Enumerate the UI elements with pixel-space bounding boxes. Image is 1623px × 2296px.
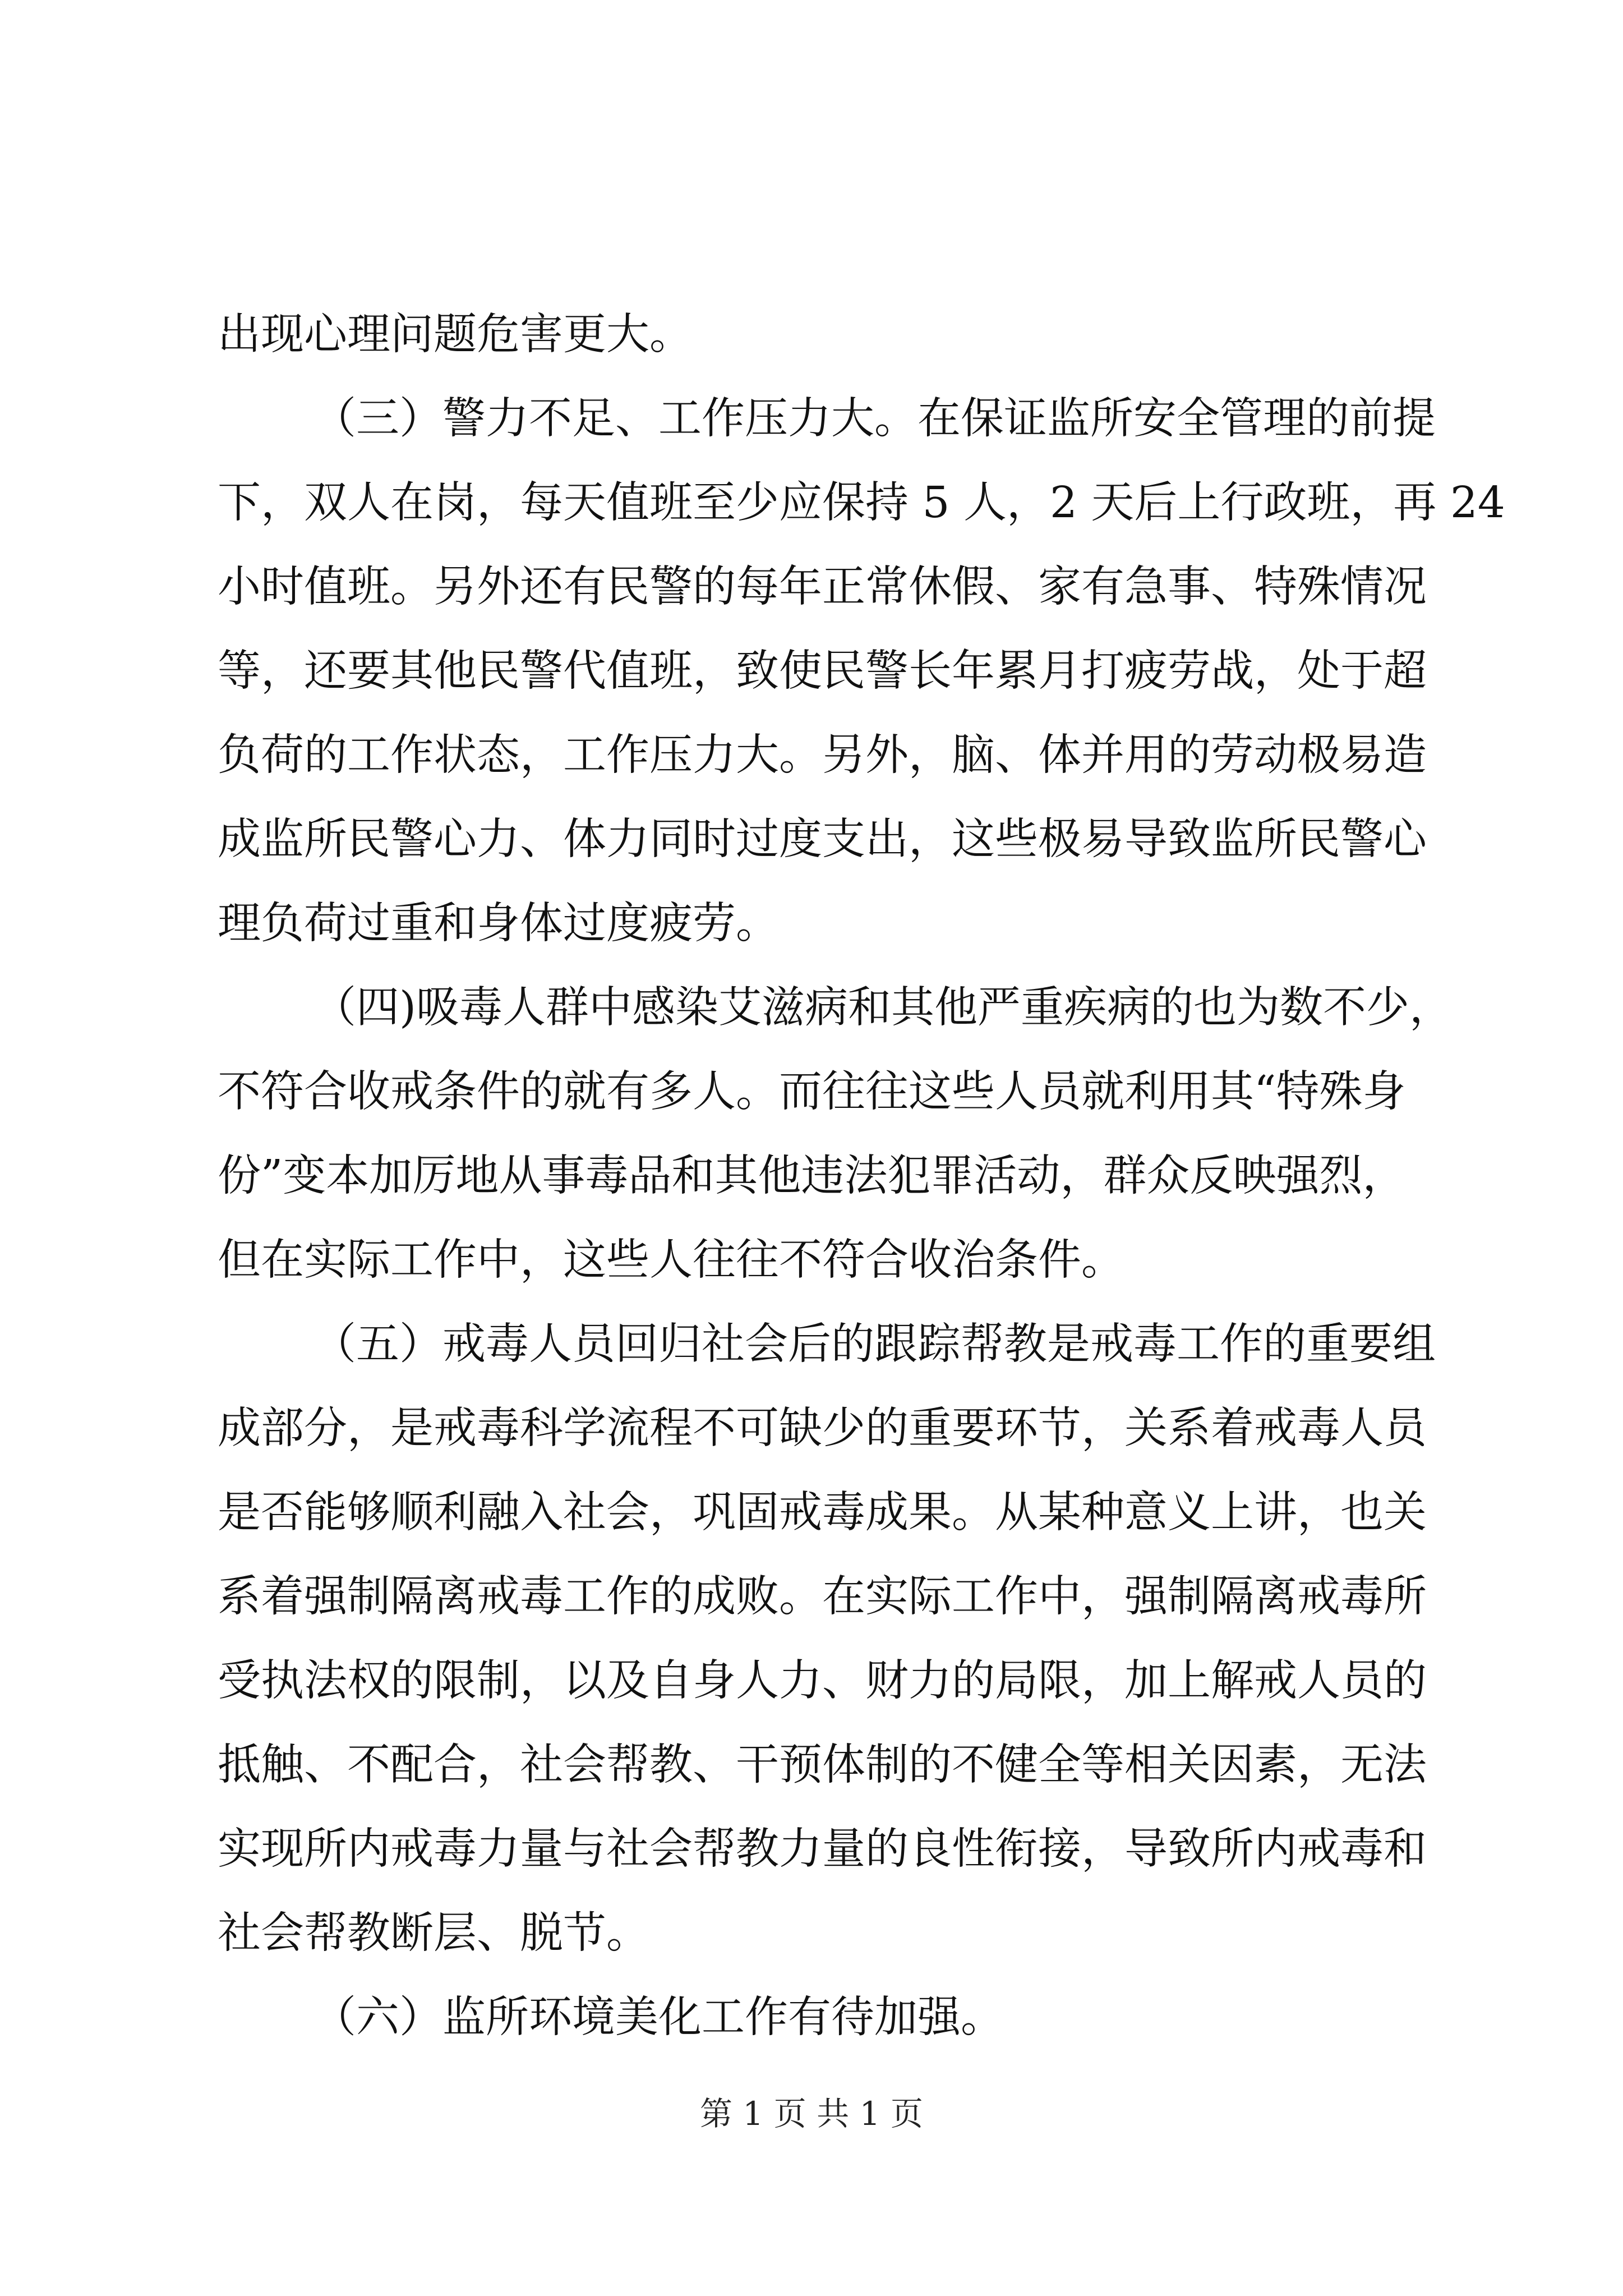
text-line: （五）戒毒人员回归社会后的跟踪帮教是戒毒工作的重要组 <box>313 1319 1436 1369</box>
text-line: 下，双人在岗，每天值班至少应保持 5 人，2 天后上行政班，再 24 <box>218 478 1505 528</box>
text-line: 不符合收戒条件的就有多人。而往往这些人员就利用其“特殊身 <box>218 1067 1406 1117</box>
text-line: 成部分，是戒毒科学流程不可缺少的重要环节，关系着戒毒人员 <box>218 1404 1427 1453</box>
text-line: 出现心理问题危害更大。 <box>218 310 693 360</box>
page-footer: 第 1 页 共 1 页 <box>700 2095 923 2133</box>
text-line: （三）警力不足、工作压力大。在保证监所安全管理的前提 <box>313 394 1436 444</box>
text-line: 份”变本加厉地从事毒品和其他违法犯罪活动，群众反映强烈， <box>218 1151 1406 1201</box>
text-line: 受执法权的限制，以及自身人力、财力的局限，加上解戒人员的 <box>218 1656 1427 1706</box>
text-line: 实现所内戒毒力量与社会帮教力量的良性衔接，导致所内戒毒和 <box>218 1824 1427 1874</box>
text-line: 系着强制隔离戒毒工作的成败。在实际工作中，强制隔离戒毒所 <box>218 1572 1427 1622</box>
text-line: 小时值班。另外还有民警的每年正常休假、家有急事、特殊情况 <box>218 562 1427 612</box>
text-line: 是否能够顺利融入社会，巩固戒毒成果。从某种意义上讲，也关 <box>218 1488 1427 1538</box>
text-line: 抵触、不配合，社会帮教、干预体制的不健全等相关因素，无法 <box>218 1740 1427 1790</box>
text-line: 但在实际工作中，这些人往往不符合收治条件。 <box>218 1235 1124 1285</box>
text-line: 等，还要其他民警代值班，致使民警长年累月打疲劳战，处于超 <box>218 646 1427 696</box>
text-line: （六）监所环境美化工作有待加强。 <box>313 1993 1004 2042</box>
text-line: （四)吸毒人群中感染艾滋病和其他严重疾病的也为数不少， <box>313 983 1453 1033</box>
text-line: 社会帮教断层、脱节。 <box>218 1908 649 1958</box>
text-line: 成监所民警心力、体力同时过度支出，这些极易导致监所民警心 <box>218 815 1427 864</box>
text-line: 理负荷过重和身体过度疲劳。 <box>218 899 779 949</box>
text-line: 负荷的工作状态，工作压力大。另外，脑、体并用的劳动极易造 <box>218 730 1427 780</box>
